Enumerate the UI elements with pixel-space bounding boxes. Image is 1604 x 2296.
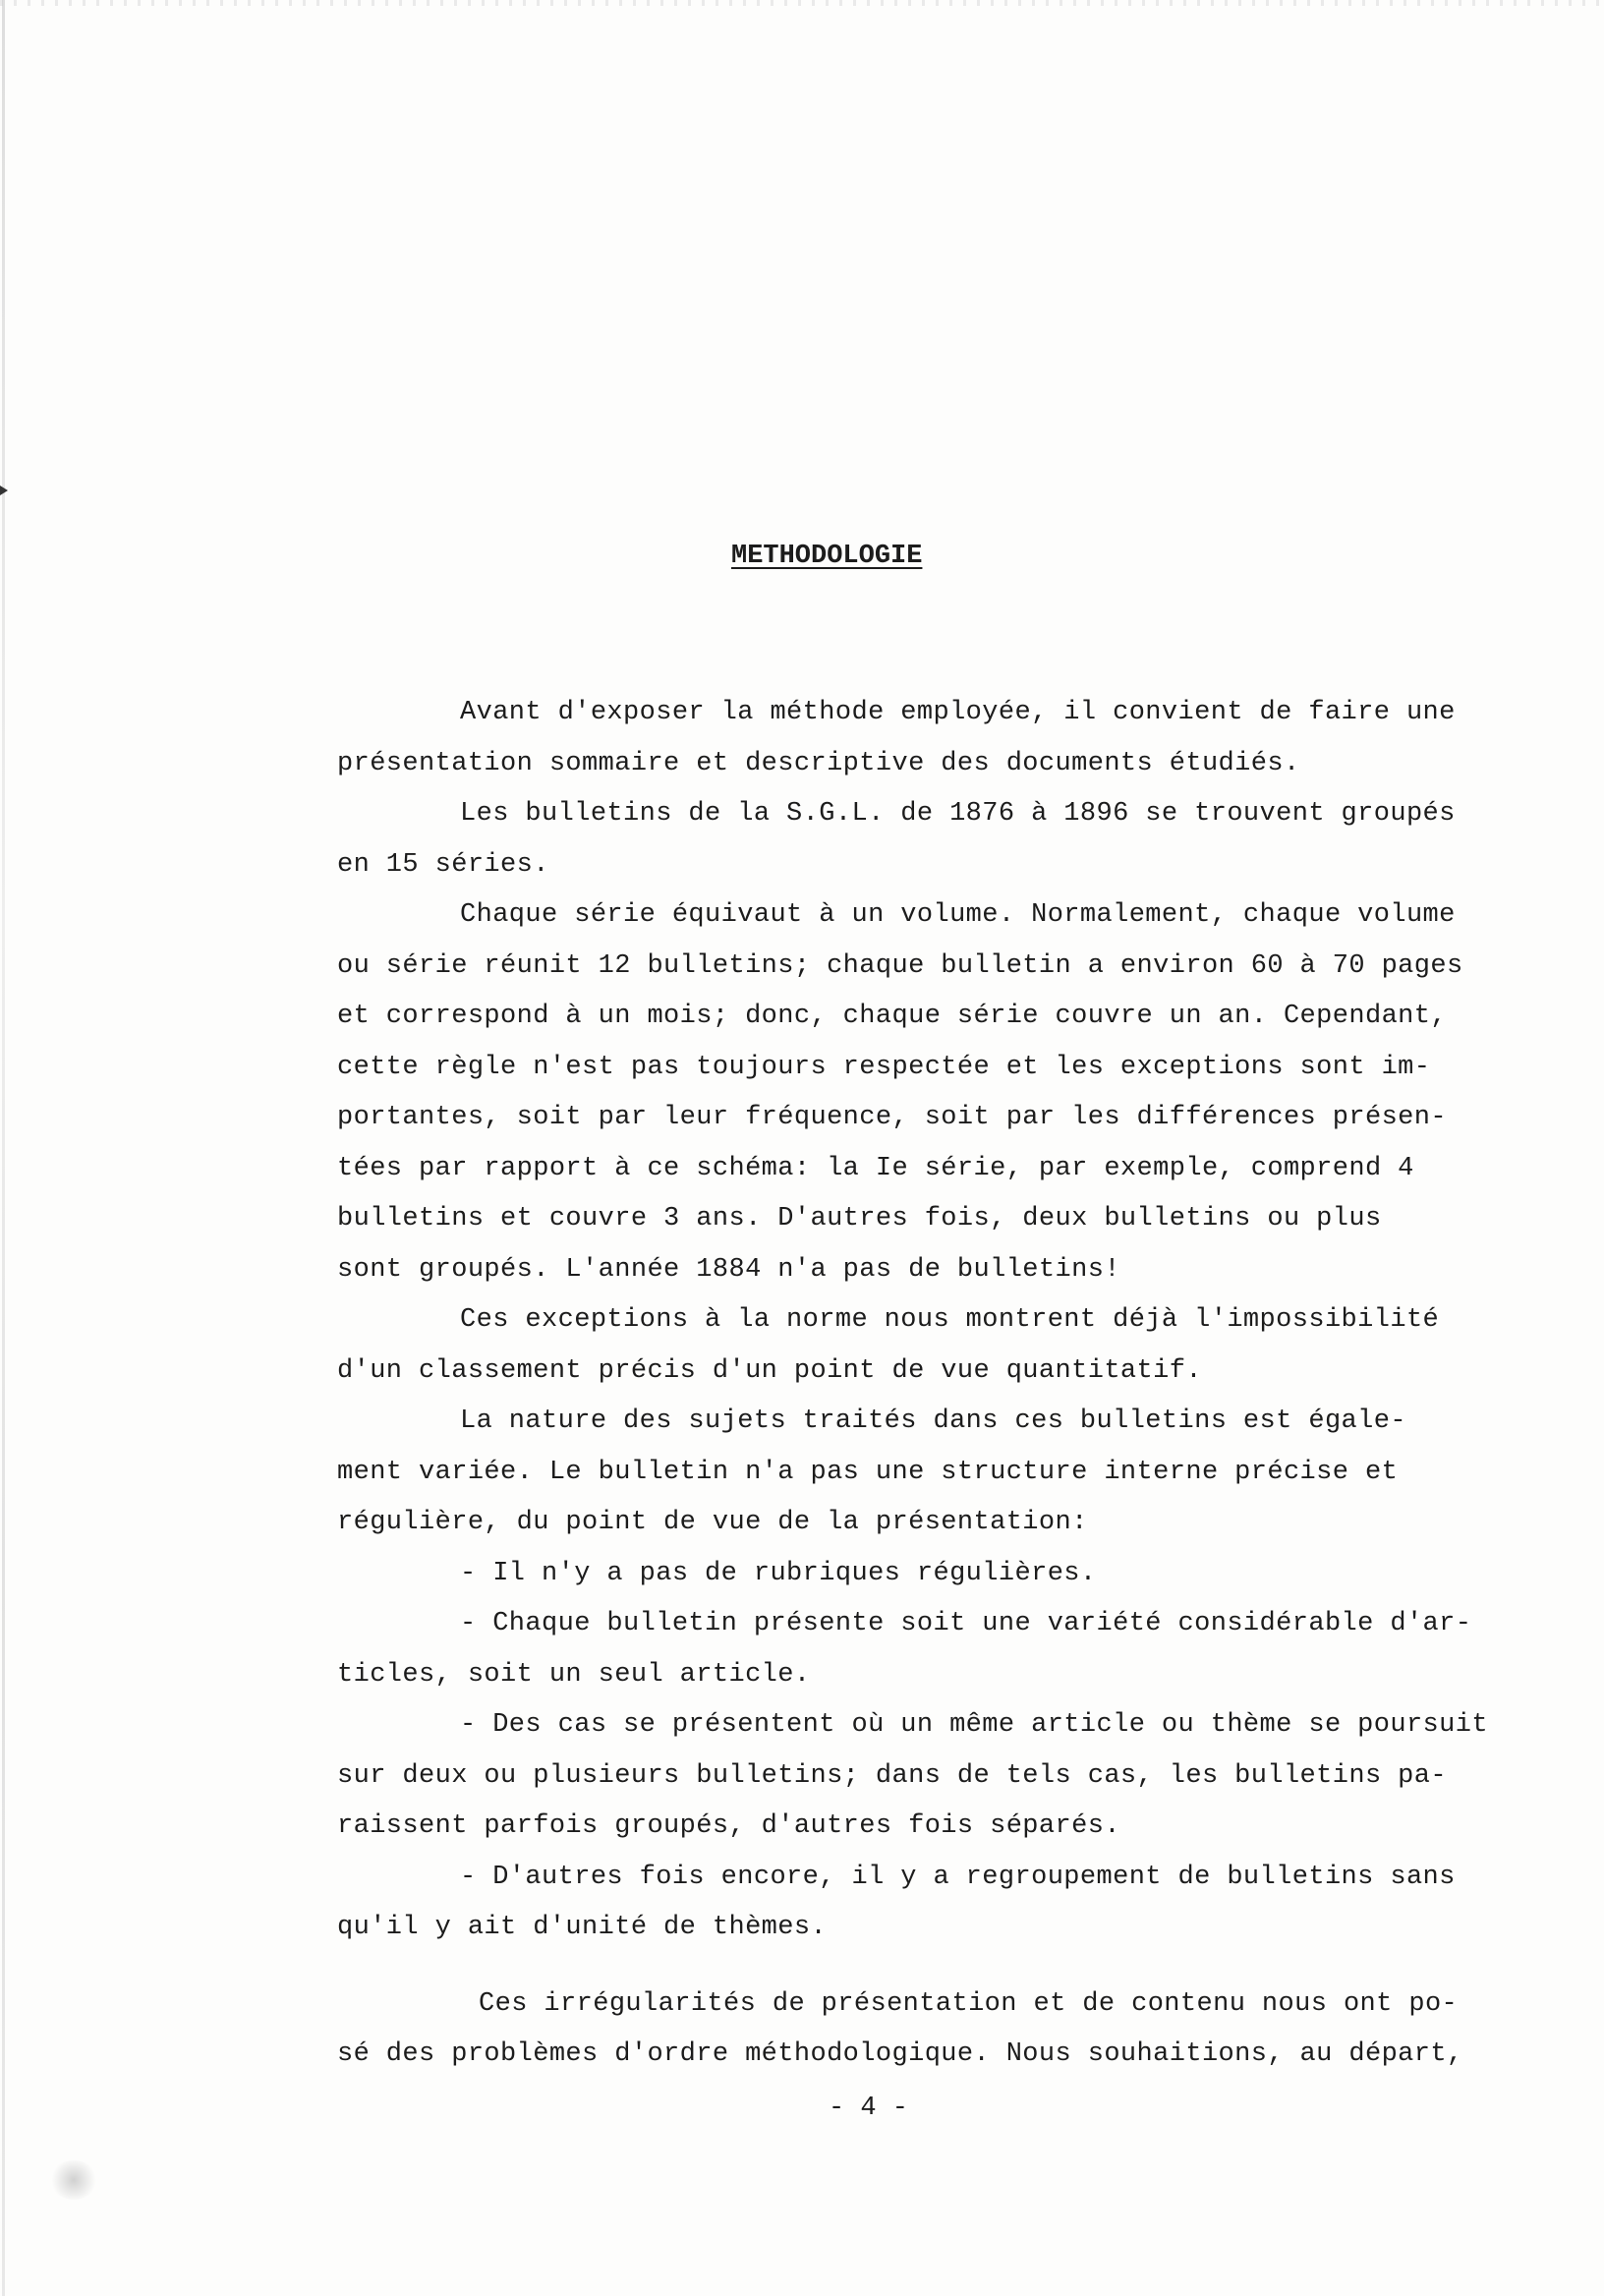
text-line: Chaque série équivaut à un volume. Normalement, chaque volume bbox=[460, 900, 1456, 930]
text-line: d'un classement précis d'un point de vue quantitatif. bbox=[337, 1355, 1202, 1386]
text-line: - Chaque bulletin présente soit une variété considérable d'ar- bbox=[460, 1609, 1472, 1638]
text-line: Avant d'exposer la méthode employée, il convient de faire une bbox=[460, 698, 1456, 727]
text-line: - Il n'y a pas de rubriques régulières. bbox=[460, 1558, 1097, 1588]
text-line: et correspond à un mois; donc, chaque série couvre un an. Cependant, bbox=[337, 1002, 1447, 1031]
paragraph bbox=[337, 890, 1528, 1295]
text-line: Ces exceptions à la norme nous montrent déjà l'impossibilité bbox=[460, 1305, 1440, 1335]
paragraph bbox=[337, 1980, 1528, 2081]
paragraph-gap bbox=[337, 1954, 1528, 1980]
text-line: présentation sommaire et descriptive des documents étudiés. bbox=[337, 748, 1300, 778]
text-line: Ces irrégularités de présentation et de contenu nous ont po- bbox=[479, 1988, 1459, 2019]
text-line: sé des problèmes d'ordre méthodologique. Nous souhaitions, au départ, bbox=[337, 2039, 1463, 2069]
page-title: METHODOLOGIE bbox=[731, 542, 923, 571]
paragraph bbox=[337, 1599, 1528, 1700]
scan-smudge bbox=[49, 2160, 98, 2200]
scan-artifact-margin bbox=[2, 0, 5, 2296]
page-number: - 4 - bbox=[829, 2094, 909, 2123]
text-line: ou série réunit 12 bulletins; chaque bulletin a environ 60 à 70 pages bbox=[337, 950, 1463, 981]
scan-artifact-top bbox=[0, 0, 1604, 6]
text-line: en 15 séries. bbox=[337, 849, 549, 880]
paragraph bbox=[337, 1295, 1528, 1397]
text-line: régulière, du point de vue de la présentation: bbox=[337, 1508, 1088, 1537]
text-line: Les bulletins de la S.G.L. de 1876 à 1896 se trouvent groupés bbox=[460, 799, 1456, 829]
text-line: tées par rapport à ce schéma: la Ie série, par exemple, comprend 4 bbox=[337, 1153, 1414, 1183]
paragraph bbox=[337, 1853, 1528, 1954]
text-line: - Des cas se présentent où un même article ou thème se poursuit bbox=[460, 1710, 1488, 1740]
paragraph bbox=[337, 789, 1528, 890]
text-line: qu'il y ait d'unité de thèmes. bbox=[337, 1913, 828, 1942]
text-line: La nature des sujets traités dans ces bulletins est égale- bbox=[460, 1406, 1406, 1436]
text-line: ment variée. Le bulletin n'a pas une structure interne précise et bbox=[337, 1457, 1399, 1487]
margin-arrow-icon bbox=[0, 486, 8, 495]
paragraph bbox=[337, 1700, 1528, 1853]
text-line: bulletins et couvre 3 ans. D'autres fois, deux bulletins ou plus bbox=[337, 1204, 1382, 1234]
body-text bbox=[337, 688, 1528, 2081]
text-line: cette règle n'est pas toujours respectée et les exceptions sont im- bbox=[337, 1052, 1431, 1082]
text-line: sont groupés. L'année 1884 n'a pas de bulletins! bbox=[337, 1254, 1120, 1285]
text-line: portantes, soit par leur fréquence, soit par les différences présen- bbox=[337, 1103, 1447, 1132]
text-line: - D'autres fois encore, il y a regroupement de bulletins sans bbox=[460, 1862, 1456, 1892]
text-line: sur deux ou plusieurs bulletins; dans de tels cas, les bulletins pa- bbox=[337, 1760, 1447, 1791]
paragraph bbox=[337, 688, 1528, 789]
paragraph bbox=[337, 1397, 1528, 1549]
text-line: raissent parfois groupés, d'autres fois séparés. bbox=[337, 1811, 1120, 1841]
text-line: ticles, soit un seul article. bbox=[337, 1659, 811, 1690]
paragraph bbox=[337, 1549, 1528, 1600]
